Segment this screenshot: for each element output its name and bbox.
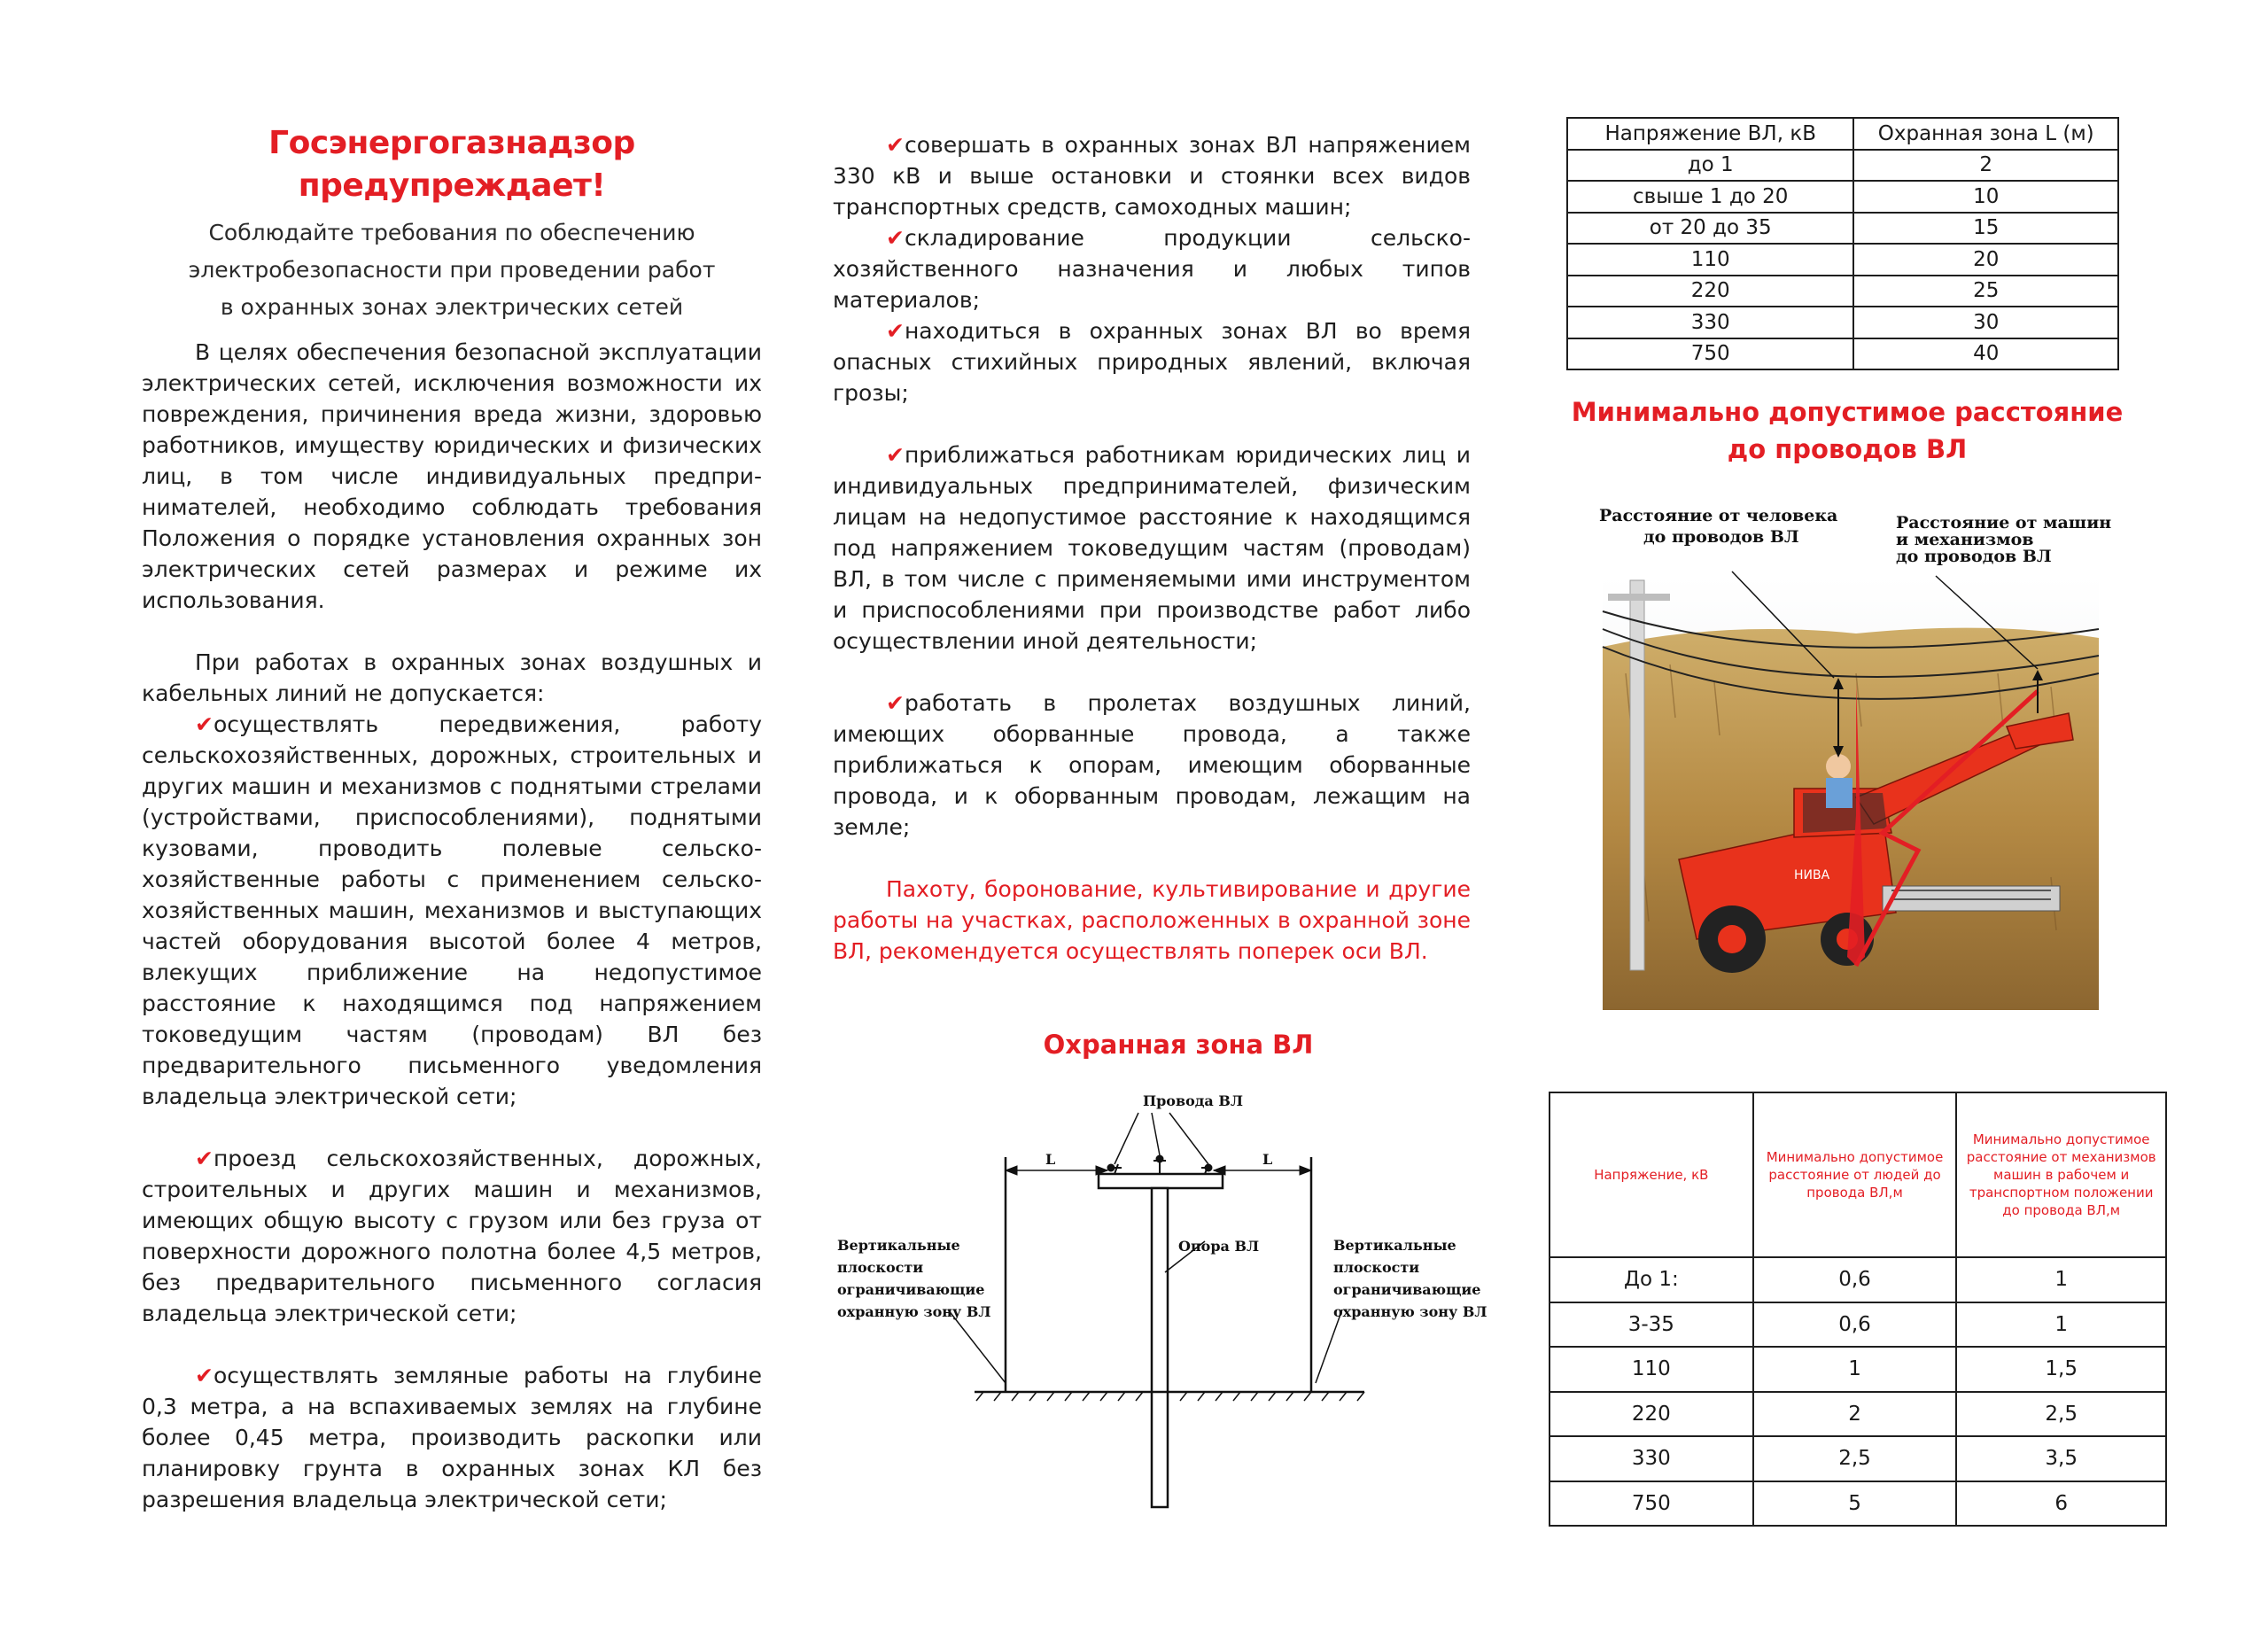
wires-label: Провода ВЛ xyxy=(1143,1092,1244,1109)
right-planes-label: плоскости xyxy=(1333,1259,1420,1276)
table-cell: 1 xyxy=(1956,1257,2166,1302)
table-header-row xyxy=(1550,1092,2166,1257)
table-row xyxy=(1550,1257,2166,1302)
check-icon: ✔ xyxy=(886,132,905,158)
item-text: приближаться работникам юридических лиц и индивидуальных предпринимателей, физическим лицам на недопустимое расстояние к находящимся под напряжением токоведущим частям (проводам) ВЛ, в том числе с применяемыми ими инструментом и приспособлениями при производстве работ либо осуществлении иной деятельности; xyxy=(833,442,1471,654)
table-cell: свыше 1 до 20 xyxy=(1567,181,1853,213)
table-row xyxy=(1567,150,2118,182)
check-icon: ✔ xyxy=(886,225,905,251)
item-text: проезд сельскохозяйственных, дорожных, строительных и других машин и механизмов, имеющих общую высоту с грузом или без груза от поверхности дорожного полотна более 4,5 метров, без предварительного письменного согласия владельца электрической сети; xyxy=(142,1146,762,1326)
table-cell: 220 xyxy=(1567,276,1853,307)
table-cell: 3-35 xyxy=(1550,1302,1753,1348)
table-row xyxy=(1567,307,2118,338)
table-row xyxy=(1567,244,2118,276)
left-planes-label: плоскости xyxy=(837,1259,924,1276)
item-text: совершать в охранных зонах ВЛ напряжением 330 кВ и выше остановки и стоянки всех видов транспортных средств, самоходных машин; xyxy=(833,132,1471,220)
check-icon: ✔ xyxy=(195,711,214,737)
table-cell: 110 xyxy=(1567,244,1853,276)
table-cell: 2,5 xyxy=(1753,1436,1957,1481)
subtitle-line: электробезопасности при проведении работ xyxy=(188,257,716,283)
table-cell: 0,6 xyxy=(1753,1302,1957,1348)
item-text: складирование продукции сельско-хозяйственного назначения и любых типов материалов; xyxy=(833,225,1471,313)
prohibited-item xyxy=(142,1360,762,1515)
table-cell: 20 xyxy=(1853,244,2118,276)
table-row xyxy=(1550,1392,2166,1437)
left-column xyxy=(142,122,762,1515)
table-cell: 15 xyxy=(1853,213,2118,245)
left-planes-label: Вертикальные xyxy=(837,1237,960,1254)
subtitle-line: в охранных зонах электрических сетей xyxy=(220,294,684,320)
table-header-cell: Минимально допустимое расстояние от механизмов машин в рабочем и транспортном положении до провода ВЛ,м xyxy=(1956,1092,2166,1257)
combine-brand: НИВА xyxy=(1794,868,1830,882)
right-planes-label: охранную зону ВЛ xyxy=(1333,1303,1487,1320)
check-icon: ✔ xyxy=(886,442,905,468)
zone-title: Охранная зона ВЛ xyxy=(1043,1030,1314,1060)
table-cell: до 1 xyxy=(1567,150,1853,182)
table-cell: 330 xyxy=(1567,307,1853,338)
prohibited-item xyxy=(833,439,1471,657)
protection-zone-diagram xyxy=(833,1086,1488,1516)
table-header-cell: Напряжение ВЛ, кВ xyxy=(1567,118,1853,150)
table-cell: 2 xyxy=(1853,150,2118,182)
table-cell: 1 xyxy=(1753,1347,1957,1392)
check-icon: ✔ xyxy=(195,1146,214,1171)
title-line: до проводов ВЛ xyxy=(1727,434,1968,464)
right-planes-label: Вертикальные xyxy=(1333,1237,1456,1254)
table-cell: 10 xyxy=(1853,181,2118,213)
right-planes-label: ограничивающие xyxy=(1333,1281,1481,1298)
prohibited-item xyxy=(142,1143,762,1329)
check-icon: ✔ xyxy=(886,690,905,716)
pole-label: Опора ВЛ xyxy=(1178,1238,1260,1255)
table-cell: До 1: xyxy=(1550,1257,1753,1302)
table-cell: 2 xyxy=(1753,1392,1957,1437)
prohibited-intro: При работах в охранных зонах воздушных и кабельных линий не допускается: xyxy=(142,649,762,706)
table-cell: 3,5 xyxy=(1956,1436,2166,1481)
table-cell: 5 xyxy=(1753,1481,1957,1527)
person-distance-label: до проводов ВЛ xyxy=(1643,527,1799,547)
subtitle-line: Соблюдайте требования по обеспечению xyxy=(208,220,695,245)
table-row xyxy=(1550,1302,2166,1348)
table-cell: 25 xyxy=(1853,276,2118,307)
title-line: Минимально допустимое расстояние xyxy=(1571,397,2124,427)
table-cell: 6 xyxy=(1956,1481,2166,1527)
page-title: Госэнергогазнадзор предупреждает! xyxy=(268,125,635,204)
table-cell: 40 xyxy=(1853,338,2118,370)
table-cell: 2,5 xyxy=(1956,1392,2166,1437)
middle-column xyxy=(833,129,1471,967)
prohibited-item xyxy=(142,709,762,1112)
table-cell: 330 xyxy=(1550,1436,1753,1481)
check-icon: ✔ xyxy=(195,1363,214,1388)
min-distance-title xyxy=(1568,393,2126,468)
subtitle xyxy=(142,214,762,326)
table-cell: 0,6 xyxy=(1753,1257,1957,1302)
prohibited-item xyxy=(833,129,1471,222)
min-distance-table xyxy=(1549,1092,2167,1527)
machine-distance-label: и механизмов xyxy=(1896,530,2034,549)
item-text: осуществлять земляные работы на глубине 0,3 метра, а на вспахиваемых землях на глубине более 0,45 метра, производить раскопки или планировку грунта в охранных зонах КЛ без разрешения владельца электрической сети; xyxy=(142,1363,762,1512)
item-text: осуществлять передвижения, работу сельскохозяйственных, дорожных, строительных и других машин и механизмов с поднятыми стрелами (устройствами, приспособлениями), поднятыми кузовами, проводить полевые сельско-хозяйственные работы с применением сельско-хозяйственных машин, механизмов и выступающих частей оборудования высотой более 4 метров, влекущих приближение на недопустимое расстояние к находящимся под напряжением токоведущим частям (проводам) ВЛ без предварительного письменного уведомления владельца электрической сети; xyxy=(142,711,762,1109)
table-row xyxy=(1550,1436,2166,1481)
intro-paragraph xyxy=(142,337,762,616)
recommendation-text: Пахоту, боронование, культивирование и другие работы на участках, расположенных в охранной зоне ВЛ, рекомендуется осуществлять поперек оси ВЛ. xyxy=(833,876,1471,964)
person-distance-label: Расстояние от человека xyxy=(1599,506,1838,525)
table-cell: 1 xyxy=(1956,1302,2166,1348)
table-header-cell: Охранная зона L (м) xyxy=(1853,118,2118,150)
table-header-cell: Минимально допустимое расстояние от людей до провода ВЛ,м xyxy=(1753,1092,1957,1257)
table-row xyxy=(1550,1347,2166,1392)
zone-width-label: L xyxy=(1262,1151,1273,1168)
intro-text: В целях обеспечения безопасной эксплуатации электрических сетей, исключения возможности их повреждения, причинения вреда жизни, здоровью работников, имуществу юридических и физических лиц, в том числе индивидуальных предпри-нимателей, необходимо соблюдать требования xyxy=(142,339,762,520)
table-cell: 750 xyxy=(1550,1481,1753,1527)
table-cell: 220 xyxy=(1550,1392,1753,1437)
table-cell: 30 xyxy=(1853,307,2118,338)
table-cell: 750 xyxy=(1567,338,1853,370)
prohibited-item xyxy=(833,688,1471,843)
machine-distance-label: до проводов ВЛ xyxy=(1896,547,2052,566)
intro-regulation: Положения о порядке установления охранных зон электрических сетей размерах и режиме их использования. xyxy=(142,525,762,613)
item-text: находиться в охранных зонах ВЛ во время опасных стихийных природных явлений, включая грозы; xyxy=(833,318,1471,406)
table-row xyxy=(1550,1481,2166,1527)
left-planes-label: ограничивающие xyxy=(837,1281,985,1298)
table-cell: 1,5 xyxy=(1956,1347,2166,1392)
table-cell: от 20 до 35 xyxy=(1567,213,1853,245)
protection-zone-table xyxy=(1566,117,2119,370)
table-row xyxy=(1567,276,2118,307)
item-text: работать в пролетах воздушных линий, имеющих оборванные провода, а также приближаться к опорам, имеющим оборванные провода, и к оборванным проводам, лежащим на земле; xyxy=(833,690,1471,840)
check-icon: ✔ xyxy=(886,318,905,344)
combine-harvester-illustration xyxy=(1590,496,2113,1010)
prohibited-item xyxy=(833,222,1471,315)
zone-width-label: L xyxy=(1045,1151,1056,1168)
table-row xyxy=(1567,213,2118,245)
table-row xyxy=(1567,338,2118,370)
prohibited-item xyxy=(833,315,1471,408)
machine-distance-label: Расстояние от машин xyxy=(1896,513,2112,532)
table-cell: 110 xyxy=(1550,1347,1753,1392)
left-planes-label: охранную зону ВЛ xyxy=(837,1303,991,1320)
table-header-cell: Напряжение, кВ xyxy=(1550,1092,1753,1257)
table-row xyxy=(1567,181,2118,213)
table-header-row xyxy=(1567,118,2118,150)
